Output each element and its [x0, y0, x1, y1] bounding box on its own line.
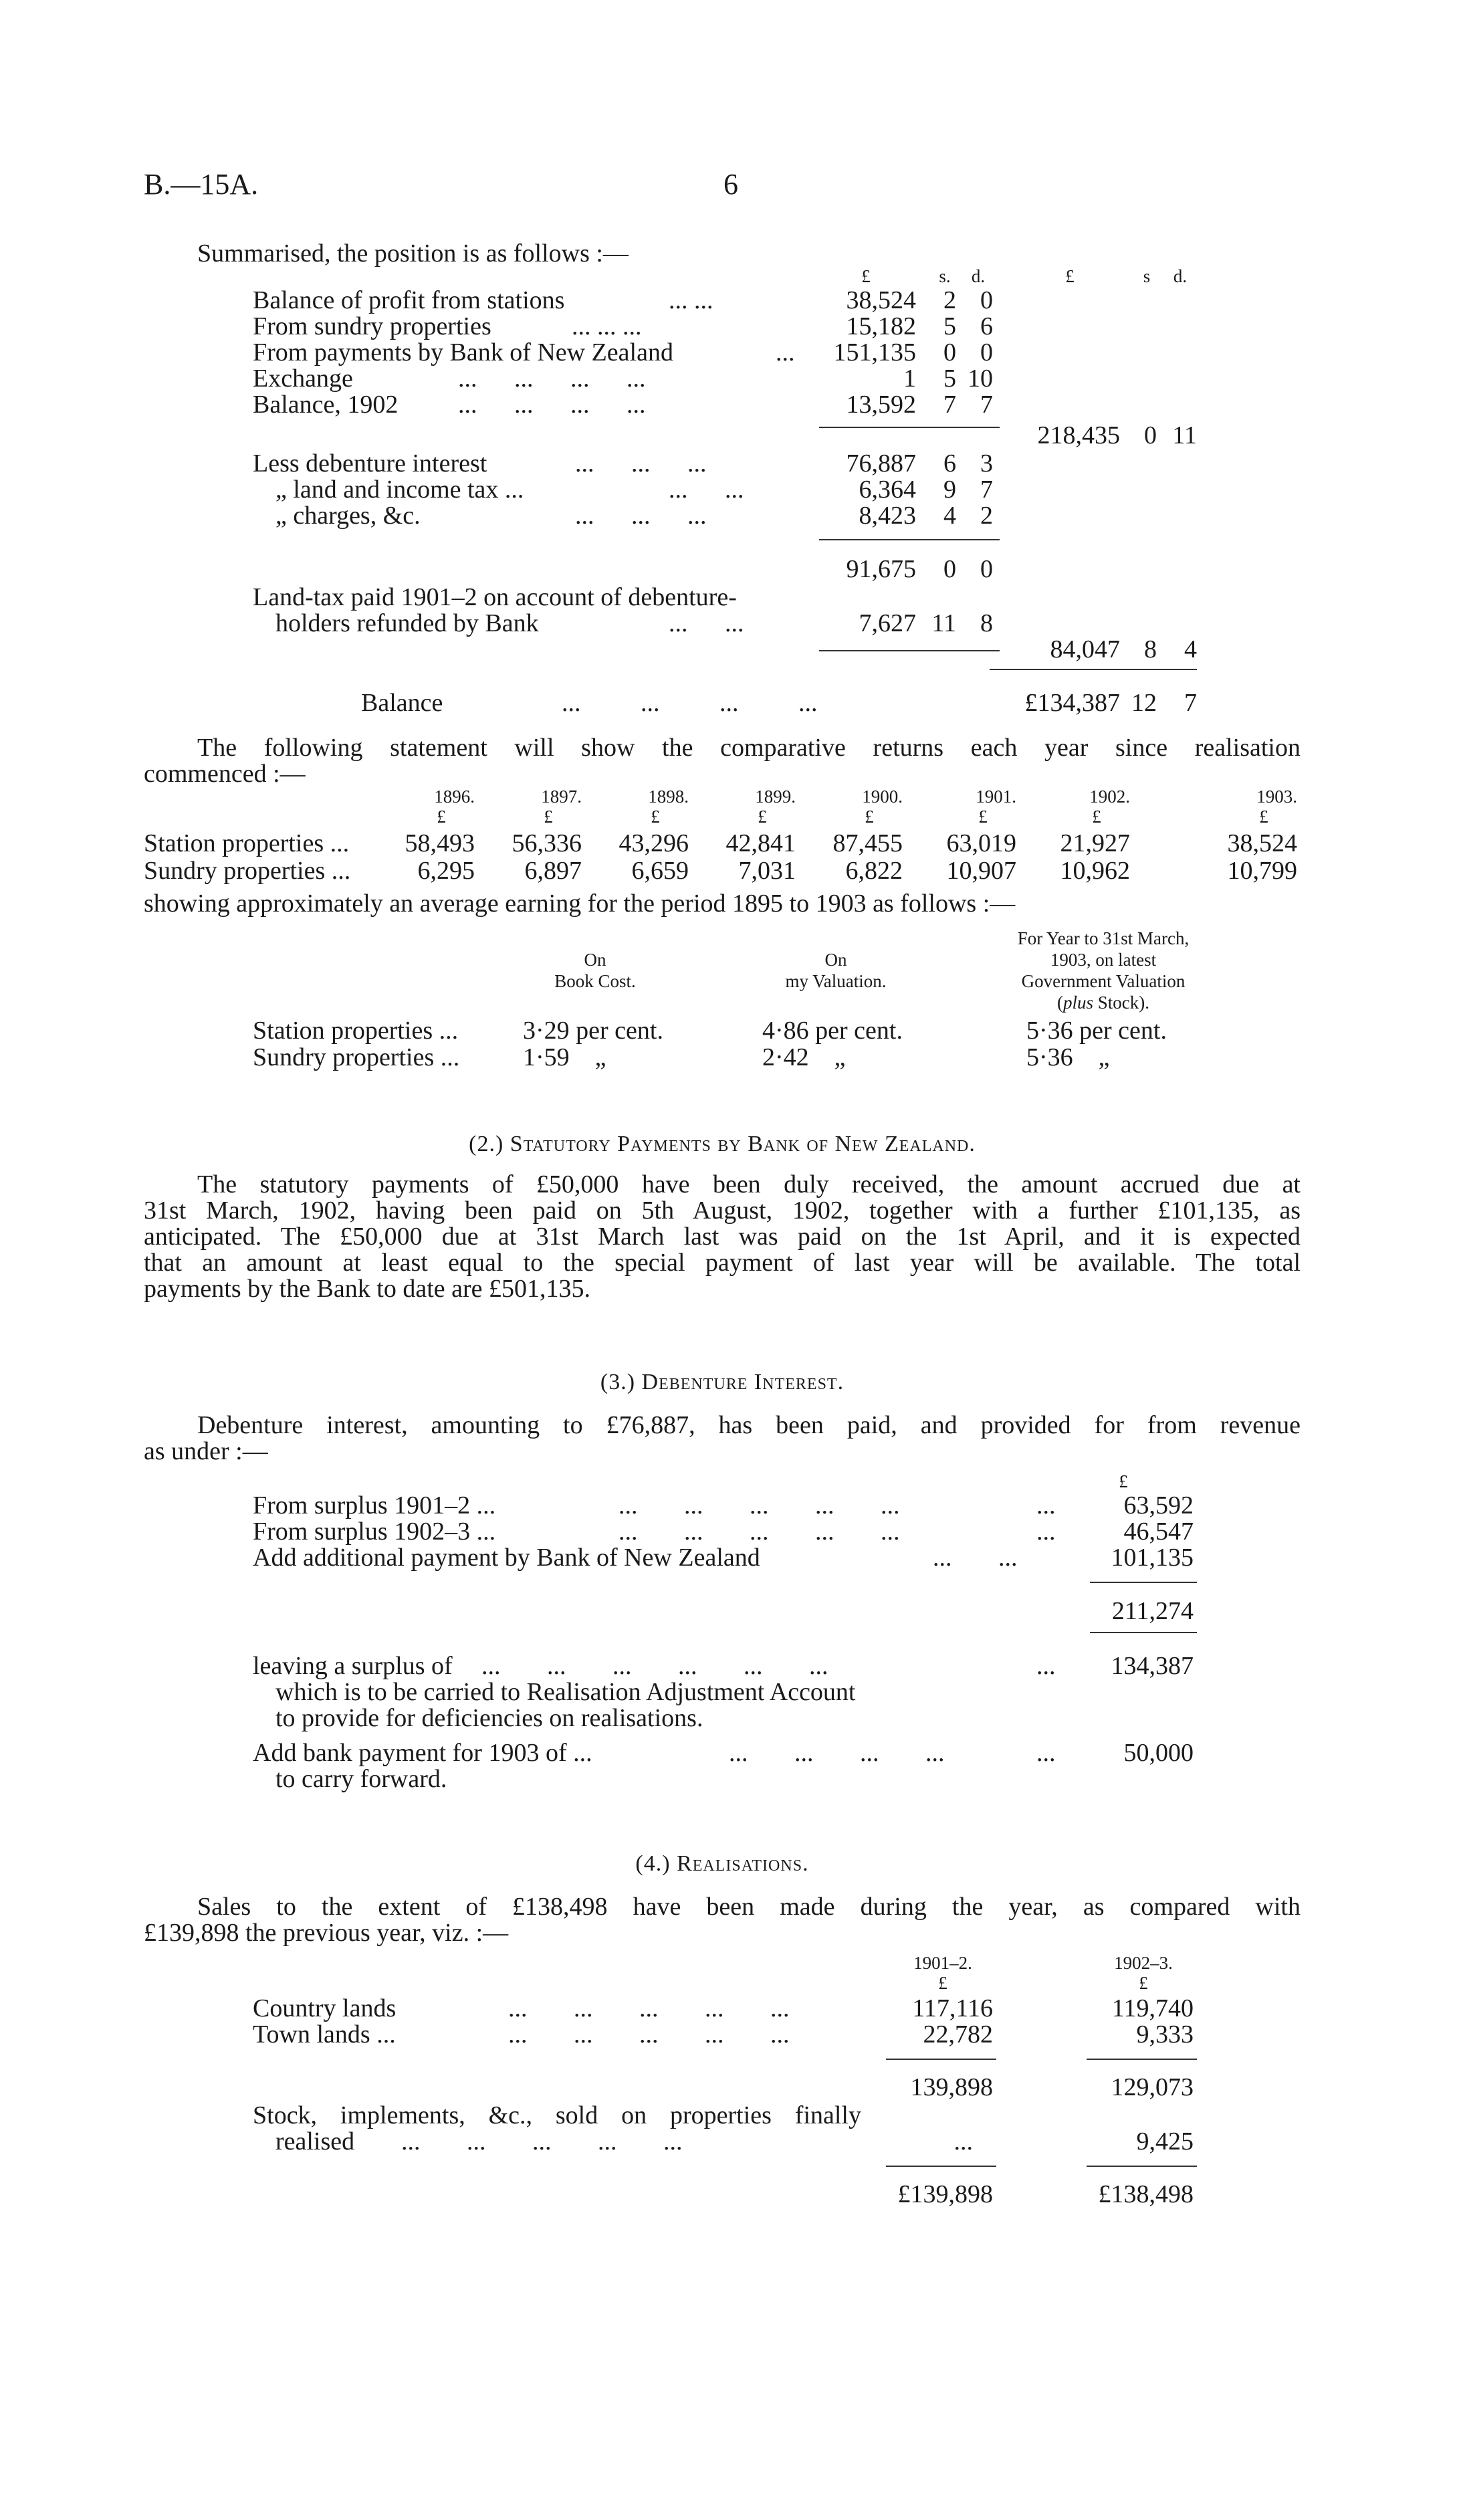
row-label: Town lands ...	[253, 2020, 396, 2049]
table-cell: 3·29 per cent.	[523, 1017, 663, 1045]
row-label: From payments by Bank of New Zealand	[253, 338, 673, 366]
stock-label: Stock).	[1093, 992, 1149, 1013]
amount-pence: 0	[980, 338, 993, 366]
leader-dots: ...	[1036, 1491, 1056, 1519]
section-3-total: 211,274	[1111, 1597, 1194, 1625]
subtotal-pounds: 91,675	[846, 555, 916, 583]
col-header-shillings-1: s.	[939, 266, 951, 286]
row-label: Add additional payment by Bank of New Zealand	[253, 1544, 760, 1572]
bank-payment-value: 50,000	[1123, 1739, 1194, 1767]
subtotal-rule	[1087, 2059, 1197, 2060]
amount-pence: 10	[968, 364, 993, 393]
paren: (	[1056, 992, 1063, 1013]
row-label: „ land and income tax ...	[275, 476, 524, 504]
year-header: 1901.	[976, 786, 1016, 807]
amount-shillings: 0	[943, 338, 956, 366]
balance-label: Balance	[361, 689, 443, 717]
table-cell: 38,524	[1227, 829, 1297, 857]
subtotal-rule	[886, 2059, 996, 2060]
returns-intro-line1: The following statement will show the comparative returns each year since realisation	[197, 734, 1301, 762]
surplus-value: 134,387	[1111, 1652, 1194, 1680]
leader-dots: ... ...	[669, 476, 744, 504]
section-2-line: The statutory payments of £50,000 have been duly received, the amount accrued due at	[197, 1170, 1301, 1198]
leader-dots: ... ... ... ... ...	[619, 1491, 900, 1519]
balance-rule	[990, 669, 1197, 670]
stock-1902-3: 9,425	[1136, 2127, 1194, 2156]
section-2-line: anticipated. The £50,000 due at 31st March last was paid on the 1st April, and it is expected	[144, 1223, 1301, 1251]
table-cell: 2·42 „	[762, 1043, 846, 1071]
leader-dots: ... ... ... ... ... ...	[481, 1652, 828, 1680]
leader-dots: ...	[1036, 1517, 1056, 1546]
table-cell: 42,841	[725, 829, 796, 857]
stock-1901-2: ...	[953, 2127, 973, 2156]
unit-label: £	[758, 807, 767, 827]
total-rule	[1090, 1632, 1197, 1633]
row-label: From sundry properties	[253, 312, 491, 340]
col-header-pounds-2: £	[1065, 266, 1075, 286]
section-4-intro-line2: £139,898 the previous year, viz. :—	[144, 1919, 509, 1947]
amount: 46,547	[1123, 1517, 1194, 1546]
year-header: 1899.	[755, 786, 796, 807]
landtax-pounds: 7,627	[859, 609, 916, 637]
row-label: Balance of profit from stations	[253, 286, 565, 314]
col-header-1902-3: 1902–3.	[1114, 1953, 1173, 1973]
total-rule	[886, 2166, 996, 2167]
amount-pence: 6	[980, 312, 993, 340]
stock-label-line2: realised	[275, 2127, 355, 2156]
leader-dots: ... ... ...	[575, 449, 707, 478]
row-label: Sundry properties ...	[144, 857, 351, 885]
landtax-shillings: 11	[931, 609, 956, 637]
section-2-line: that an amount at least equal to the special payment of last year will be available. The total	[144, 1249, 1301, 1277]
landtax-label-line2: holders refunded by Bank	[275, 609, 539, 637]
page-number: 6	[723, 168, 738, 201]
stock-label-line1: Stock, implements, &c., sold on properties finally	[253, 2101, 861, 2129]
summary-intro: Summarised, the position is as follows :—	[197, 239, 629, 268]
leader-dots: ... ... ... ...	[458, 391, 646, 419]
amount-pounds: 6,364	[859, 476, 916, 504]
landtax-pence: 8	[980, 609, 993, 637]
row-label: Exchange	[253, 364, 353, 393]
subtotal-1901-2: 139,898	[910, 2073, 993, 2101]
amount-pounds: 76,887	[846, 449, 916, 478]
amount-pounds: 15,182	[846, 312, 916, 340]
year-header: 1896.	[434, 786, 475, 807]
table-cell: 6,897	[524, 857, 582, 885]
leader-dots: ... ... ... ...	[729, 1739, 945, 1767]
row-label: From surplus 1901–2 ...	[253, 1491, 496, 1519]
leader-dots: ...	[1036, 1652, 1056, 1680]
leader-dots: ... ... ... ... ...	[508, 2020, 790, 2049]
amount-pence: 0	[980, 286, 993, 314]
bank-payment-note: to carry forward.	[275, 1765, 447, 1793]
deduction-total-pence: 4	[1184, 635, 1197, 663]
table-cell: 1·59 „	[523, 1043, 606, 1071]
total-1902-3: £138,498	[1098, 2180, 1194, 2208]
table-cell: 6,295	[417, 857, 475, 885]
earnings-col2-header: my Valuation.	[785, 971, 887, 991]
unit-label: £	[1092, 807, 1101, 827]
section-3-intro-line2: as under :—	[144, 1437, 268, 1465]
unit-label: £	[978, 807, 988, 827]
leader-dots: ... ... ... ... ...	[401, 2127, 683, 2156]
amount-pounds: 13,592	[846, 391, 916, 419]
subtotal-shillings: 0	[943, 555, 956, 583]
leader-dots: ...	[776, 338, 795, 366]
row-label: Country lands	[253, 1994, 397, 2022]
subtotal-1902-3: 129,073	[1111, 2073, 1194, 2101]
amount-shillings: 5	[943, 312, 956, 340]
balance-pence: 7	[1184, 689, 1197, 717]
unit-label: £	[938, 1973, 947, 1993]
amount-shillings: 6	[943, 449, 956, 478]
leader-dots: ... ...	[933, 1544, 1018, 1572]
leader-dots: ...	[1036, 1739, 1056, 1767]
leader-dots: ... ... ... ... ...	[508, 1994, 790, 2022]
subtotal-rule	[819, 650, 1000, 651]
earnings-col1-header: On	[584, 950, 606, 970]
table-cell: 7,031	[738, 857, 796, 885]
returns-showing: showing approximately an average earning for the period 1895 to 1903 as follows :—	[144, 889, 1016, 918]
subtotal-rule	[819, 427, 1000, 428]
row-label: „ charges, &c.	[275, 502, 421, 530]
earnings-col3-header: 1903, on latest	[1050, 950, 1157, 970]
total-1901-2: £139,898	[897, 2180, 993, 2208]
table-cell: 5·36 „	[1026, 1043, 1110, 1071]
row-label: Sundry properties ...	[253, 1043, 460, 1071]
leader-dots: ... ... ... ...	[562, 689, 818, 717]
section-4-intro-line1: Sales to the extent of £138,498 have been made during the year, as compared with	[197, 1893, 1301, 1921]
table-cell: 4·86 per cent.	[762, 1017, 903, 1045]
amount-pounds: 1	[903, 364, 916, 393]
section-2-heading: (2.) Statutory Payments by Bank of New Zealand.	[469, 1132, 976, 1156]
balance-shillings: 12	[1131, 689, 1157, 717]
table-cell: 6,822	[845, 857, 903, 885]
row-label: Balance, 1902	[253, 391, 399, 419]
year-header: 1902.	[1089, 786, 1130, 807]
subtotal-pence: 0	[980, 555, 993, 583]
total-rule	[1090, 1582, 1197, 1583]
table-cell: 5·36 per cent.	[1026, 1017, 1167, 1045]
unit-label: £	[1139, 1973, 1148, 1993]
amount-pence: 2	[980, 502, 993, 530]
deduction-total-pounds: 84,047	[1050, 635, 1120, 663]
amount-shillings: 2	[943, 286, 956, 314]
leader-dots: ... ...	[669, 286, 713, 314]
col-header-1901-2: 1901–2.	[913, 1953, 972, 1973]
amount-pence: 7	[980, 391, 993, 419]
total-rule	[1087, 2166, 1197, 2167]
surplus-note: to provide for deficiencies on realisations.	[275, 1704, 703, 1732]
amount-1901-2: 22,782	[923, 2020, 993, 2049]
bank-payment-label: Add bank payment for 1903 of ...	[253, 1739, 592, 1767]
table-cell: 6,659	[631, 857, 689, 885]
row-label: Station properties ...	[144, 829, 350, 857]
amount-shillings: 5	[943, 364, 956, 393]
year-header: 1903.	[1256, 786, 1297, 807]
amount: 63,592	[1123, 1491, 1194, 1519]
amount-shillings: 9	[943, 476, 956, 504]
col-header-pounds-1: £	[861, 266, 871, 286]
col-header-pence-2: d.	[1173, 266, 1188, 286]
amount-1902-3: 9,333	[1136, 2020, 1194, 2049]
section-2-line: payments by the Bank to date are £501,135.	[144, 1275, 591, 1303]
section-4-heading: (4.) Realisations.	[635, 1851, 809, 1876]
section-2-line: 31st March, 1902, having been paid on 5th August, 1902, together with a further £101,135, as	[144, 1196, 1301, 1225]
total-pence: 11	[1172, 421, 1197, 449]
earnings-col3-header: For Year to 31st March,	[1017, 928, 1190, 948]
year-header: 1897.	[541, 786, 582, 807]
section-3-heading: (3.) Debenture Interest.	[600, 1370, 845, 1394]
amount-pounds: 151,135	[833, 338, 916, 366]
leader-dots: ... ... ...	[572, 312, 642, 340]
table-cell: 21,927	[1060, 829, 1130, 857]
amount: 101,135	[1111, 1544, 1194, 1572]
surplus-note: which is to be carried to Realisation Adjustment Account	[275, 1678, 856, 1706]
deduction-total-shillings: 8	[1144, 635, 1157, 663]
returns-intro-line2: commenced :—	[144, 760, 306, 788]
row-label: Less debenture interest	[253, 449, 487, 478]
italic-plus: plus	[1062, 992, 1093, 1013]
subtotal-rule	[819, 539, 1000, 540]
unit-label: £	[544, 807, 553, 827]
table-cell: 10,799	[1227, 857, 1297, 885]
leader-dots: ... ...	[669, 609, 744, 637]
year-header: 1900.	[862, 786, 903, 807]
earnings-col2-header: On	[824, 950, 847, 970]
unit-label: £	[865, 807, 874, 827]
total-pounds: 218,435	[1037, 421, 1120, 449]
table-cell: 56,336	[512, 829, 582, 857]
table-cell: 58,493	[405, 829, 475, 857]
amount-1901-2: 117,116	[912, 1994, 993, 2022]
table-cell: 63,019	[946, 829, 1016, 857]
amount-pounds: 38,524	[846, 286, 916, 314]
surplus-label: leaving a surplus of	[253, 1652, 453, 1680]
amount-pence: 3	[980, 449, 993, 478]
table-cell: 10,962	[1060, 857, 1130, 885]
unit-label: £	[1259, 807, 1268, 827]
table-cell: 10,907	[946, 857, 1016, 885]
document-reference: B.—15A.	[144, 168, 259, 201]
section-3-intro-line1: Debenture interest, amounting to £76,887, has been paid, and provided for from revenue	[197, 1411, 1301, 1439]
leader-dots: ... ... ... ... ...	[619, 1517, 900, 1546]
amount-pounds: 8,423	[859, 502, 916, 530]
row-label: Station properties ...	[253, 1017, 459, 1045]
unit-label: £	[437, 807, 446, 827]
amount-shillings: 7	[943, 391, 956, 419]
row-label: From surplus 1902–3 ...	[253, 1517, 496, 1546]
unit-label: £	[651, 807, 660, 827]
col-header-shillings-2: s	[1143, 266, 1151, 286]
amount-pence: 7	[980, 476, 993, 504]
balance-pounds: £134,387	[1024, 689, 1120, 717]
earnings-col1-header: Book Cost.	[554, 971, 636, 991]
table-cell: 87,455	[832, 829, 903, 857]
year-header: 1898.	[648, 786, 689, 807]
earnings-col3-header	[963, 992, 1244, 1013]
col-header-pence-1: d.	[971, 266, 986, 286]
amount-shillings: 4	[943, 502, 956, 530]
leader-dots: ... ... ... ...	[458, 364, 646, 393]
leader-dots: ... ... ...	[575, 502, 707, 530]
amount-1902-3: 119,740	[1111, 1994, 1194, 2022]
earnings-col3-header: Government Valuation	[1021, 971, 1186, 991]
unit-label: £	[1119, 1471, 1128, 1491]
total-shillings: 0	[1144, 421, 1157, 449]
table-cell: 43,296	[619, 829, 689, 857]
landtax-label-line1: Land-tax paid 1901–2 on account of debenture-	[253, 583, 737, 611]
